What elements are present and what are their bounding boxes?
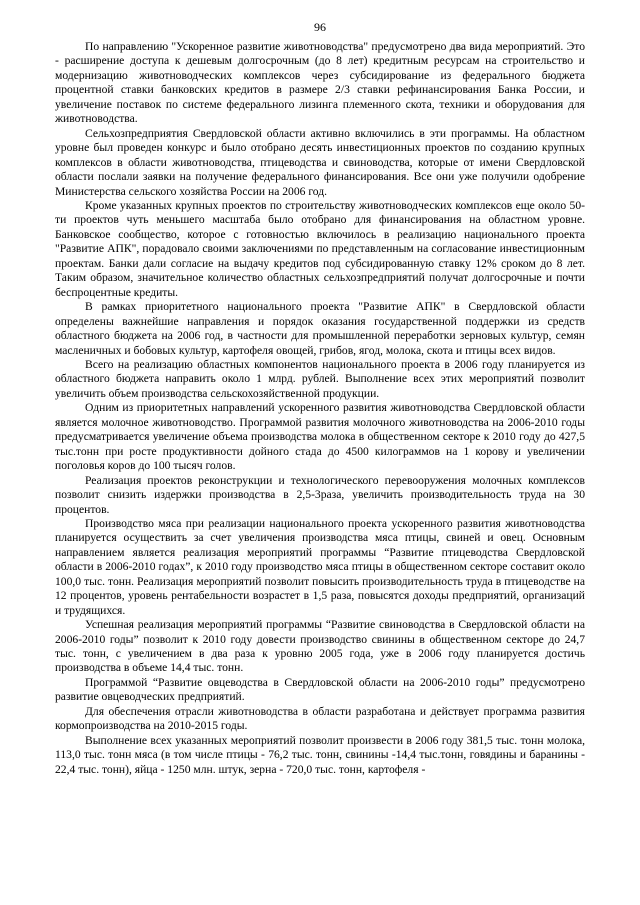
paragraph-1: По направлению "Ускоренное развитие животноводства" предусмотрено два вида мероприятий. Это - расширение доступа к дешевым долгосрочным (до 8 лет) кредитным ресурсам на строительство и модернизацию животноводческих комплексов через субсидирование из федерального бюджета процентной ставки банковских кредитов в размере 2/3 ставки рефинансирования Банка России, и увеличение поставок по системе федерального лизинга племенного скота, техники и оборудования для животноводства. [55,40,585,126]
paragraph-5: Всего на реализацию областных компонентов национального проекта в 2006 году планируется из областного бюджета направить около 1 млрд. рублей. Выполнение всех этих мероприятий позволит увеличить объем производства сельскохозяйственной продукции. [55,357,585,400]
document-body [55,40,585,777]
page-number: 96 [314,20,326,34]
paragraph-6: Одним из приоритетных направлений ускоренного развития животноводства Свердловской области является молочное животноводство. Программой развития молочного животноводства на 2006-2010 годы предусматривается увеличение объема производства молока в общественном секторе к 2010 году до 427,5 тыс.тонн при росте продуктивности дойного стада до 4500 килограммов на 1 корову и увеличении поголовья коров до 100 тысяч голов. [55,401,585,473]
paragraph-8: Производство мяса при реализации национального проекта ускоренного развития животноводства планируется осуществить за счет увеличения производства мяса птицы, свиней и овец. Основным направлением является реализация мероприятий программы “Развитие птицеводства Свердловской области в 2006-2010 годах”, к 2010 году производство мяса птицы в общественном секторе составит около 100,0 тыс. тонн. Реализация мероприятий позволит повысить производительность труда в птицеводстве на 12 процентов, уровень рентабельности возрастет в 1,5 раза, повысятся доходы предприятий, организаций и трудящихся. [55,516,585,617]
paragraph-12: Выполнение всех указанных мероприятий позволит произвести в 2006 году 381,5 тыс. тонн молока, 113,0 тыс. тонн мяса (в том числе птицы - 76,2 тыс. тонн, свинины -14,4 тыс.тонн, говядины и баранины - 22,4 тыс. тонн), яйца - 1250 млн. штук, зерна - 720,0 тыс. тонн, картофеля - [55,733,585,776]
paragraph-3: Кроме указанных крупных проектов по строительству животноводческих комплексов еще около 50-ти проектов чуть меньшего масштаба было отобрано для финансирования на областном уровне. Банковское сообщество, которое с готовностью включилось в реализацию национального проекта "Развитие АПК", порадовало своими заключениями по представленным на согласование инвестиционным проектам. Банки дали согласие на выдачу кредитов под субсидированную ставку 12% сроком до 8 лет. Таким образом, значительное количество областных сельхозпредприятий получат долгосрочные и почти беспроцентные кредиты. [55,198,585,299]
paragraph-9: Успешная реализация мероприятий программы “Развитие свиноводства в Свердловской области на 2006-2010 годы” позволит к 2010 году довести производство свинины в общественном секторе до 24,7 тыс. тонн, с увеличением в два раза к уровню 2005 года, уже в 2006 году планируется достичь производства в объеме 14,4 тыс. тонн. [55,618,585,675]
paragraph-4: В рамках приоритетного национального проекта "Развитие АПК" в Свердловской области определены важнейшие направления и порядок оказания государственной поддержки из средств областного бюджета на 2006 год, в частности для промышленной переработки зерновых культур, семян масленичных и бобовых культур, картофеля овощей, грибов, ягод, молока, скота и птицы всех видов. [55,300,585,357]
paragraph-11: Для обеспечения отрасли животноводства в области разработана и действует программа развития кормопроизводства на 2010-2015 годы. [55,704,585,733]
paragraph-2: Сельхозпредприятия Свердловской области активно включились в эти программы. На областном уровне был проведен конкурс и было отобрано десять инвестиционных проектов по созданию крупных комплексов в области животноводства, птицеводства и свиноводства, которые от имени Свердловской области послали заявки на получение федерального финансирования. Все они уже получили одобрение Министерства сельского хозяйства России на 2006 год. [55,126,585,198]
paragraph-10: Программой “Развитие овцеводства в Свердловской области на 2006-2010 годы” предусмотрено развитие овцеводческих предприятий. [55,675,585,704]
paragraph-7: Реализация проектов реконструкции и технологического перевооружения молочных комплексов позволит снизить издержки производства в 2,5-3раза, увеличить производительность труда на 30 процентов. [55,473,585,516]
